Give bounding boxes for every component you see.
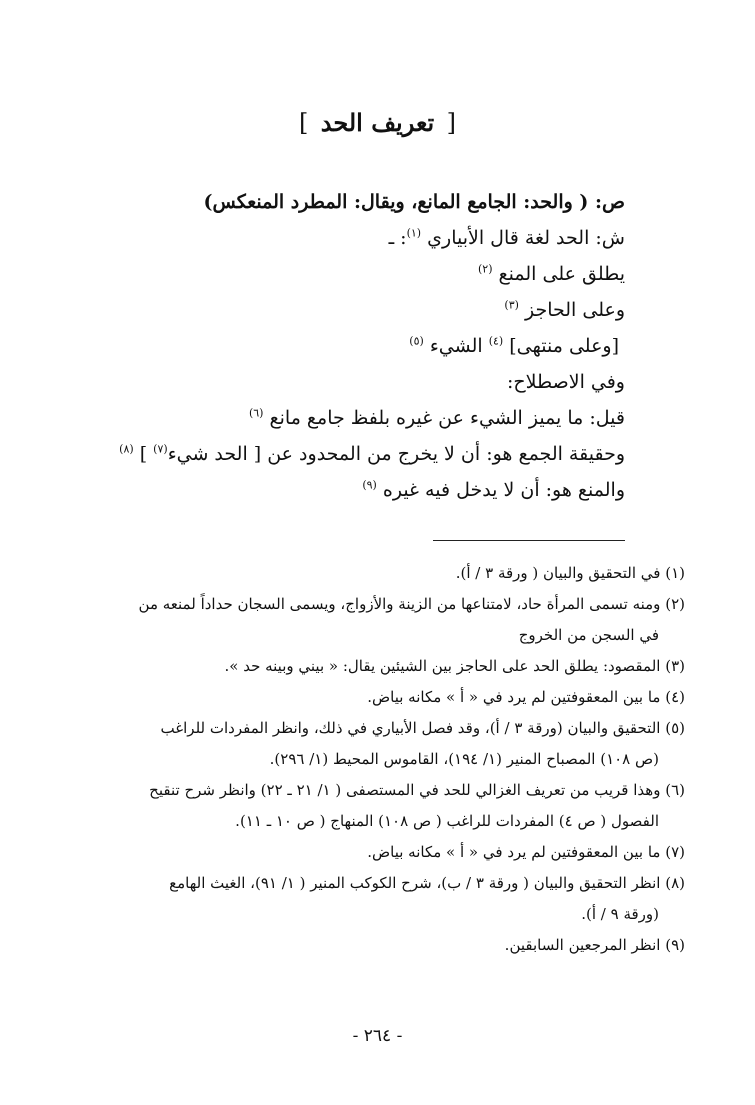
footnote-number: (٩)	[665, 936, 685, 954]
footnote-number: (٥)	[665, 719, 685, 737]
body-line-text: وحقيقة الجمع هو: أن لا يخرج من المحدود عن [ الحد شيء	[167, 443, 625, 465]
footnote-text: في التحقيق والبيان ( ورقة ٣ / أ).	[455, 564, 661, 582]
footnote-text: وهذا قريب من تعريف الغزالي للحد في المستصفى ( ١/ ٢١ ـ ٢٢) وانظر شرح تنقيح	[149, 781, 661, 799]
body-line-text: وعلى الحاجز	[524, 299, 625, 321]
footnote-separator	[433, 540, 625, 541]
footnote-continuation: (ص ١٠٨) المصباح المنير (١/ ١٩٤)، القاموس المحيط (١/ ٢٩٦).	[269, 750, 659, 768]
footnote-ref[interactable]: (٥)	[409, 334, 424, 348]
footnote-ref[interactable]: (٩)	[362, 478, 377, 492]
body-line-mid: الشيء	[429, 335, 483, 357]
body-line	[105, 364, 625, 400]
footnote-number: (٢)	[665, 595, 685, 613]
footnote-ref[interactable]: (٤)	[488, 334, 504, 348]
footnote-text: ومنه تسمى المرأة حاد، لامتناعها من الزينة والأزواج، ويسمى السجان حداداً لمنعه من	[138, 595, 661, 613]
footnote-item	[67, 868, 685, 930]
footnotes	[67, 558, 685, 961]
footnote-item	[67, 837, 685, 868]
footnote-ref[interactable]: (١)	[406, 226, 422, 240]
footnote-ref[interactable]: (٨)	[119, 442, 134, 456]
footnote-number: (٤)	[665, 688, 685, 706]
footnote-ref[interactable]: (٧)	[153, 442, 168, 456]
footnote-item	[67, 589, 685, 651]
footnote-number: (٣)	[665, 657, 685, 675]
body-line-mid: ]	[139, 443, 148, 465]
body-line-text: ش: الحد لغة قال الأبياري	[427, 227, 625, 249]
page-number: - ٢٦٤ -	[352, 1026, 403, 1046]
heading-open-bracket: [	[446, 109, 456, 137]
footnote-item	[67, 930, 685, 961]
main-text	[105, 184, 625, 508]
body-line-text: قيل: ما يميز الشيء عن غيره بلفظ جامع مانع	[269, 407, 625, 429]
footnote-text: المقصود: يطلق الحد على الحاجز بين الشيئين يقال: « بيني وبينه حد ».	[224, 657, 661, 675]
footnote-item	[67, 682, 685, 713]
body-line	[105, 220, 625, 256]
body-line	[105, 400, 625, 436]
footnote-ref[interactable]: (٦)	[248, 406, 264, 420]
section-heading	[0, 108, 755, 137]
body-line	[105, 292, 625, 328]
body-line-text: والمنع هو: أن لا يدخل فيه غيره	[382, 479, 625, 501]
footnote-item	[67, 713, 685, 775]
heading-title: تعريف الحد	[320, 108, 435, 137]
body-line-suffix: : ـ	[388, 227, 407, 249]
body-line	[105, 184, 625, 220]
footnote-number: (٦)	[665, 781, 685, 799]
body-line-text: ص: ( والحد: الجامع المانع، ويقال: المطرد المنعكس)	[203, 191, 625, 213]
body-line	[105, 256, 625, 292]
footnote-text: انظر التحقيق والبيان ( ورقة ٣ / ب)، شرح الكوكب المنير ( ١/ ٩١)، الغيث الهامع	[169, 874, 661, 892]
body-line-text: وفي الاصطلاح:	[507, 371, 625, 393]
footnote-text: التحقيق والبيان (ورقة ٣ / أ)، وقد فصل الأبياري في ذلك، وانظر المفردات للراغب	[160, 719, 661, 737]
footnote-item	[67, 558, 685, 589]
body-line	[105, 328, 625, 364]
footnote-item	[67, 775, 685, 837]
footnote-continuation: (ورقة ٩ / أ).	[581, 905, 659, 923]
footnote-number: (١)	[665, 564, 685, 582]
footnote-text: ما بين المعقوفتين لم يرد في « أ » مكانه بياض.	[367, 843, 661, 861]
footnote-item	[67, 651, 685, 682]
footnote-number: (٧)	[665, 843, 685, 861]
footnote-ref[interactable]: (٣)	[504, 298, 519, 312]
footnote-ref[interactable]: (٢)	[477, 262, 493, 276]
footnote-text: ما بين المعقوفتين لم يرد في « أ » مكانه بياض.	[367, 688, 661, 706]
body-line	[105, 472, 625, 508]
body-line-text: يطلق على المنع	[498, 263, 625, 285]
footnote-number: (٨)	[665, 874, 685, 892]
footnote-text: انظر المرجعين السابقين.	[504, 936, 661, 954]
body-line-text: [وعلى منتهى]	[509, 335, 619, 357]
heading-close-bracket: ]	[299, 109, 309, 137]
body-line	[105, 436, 625, 472]
footnote-continuation: الفصول ( ص ٤) المفردات للراغب ( ص ١٠٨) المنهاج ( ص ١٠ ـ ١١).	[235, 812, 659, 830]
footnote-continuation: في السجن من الخروج	[518, 626, 659, 644]
